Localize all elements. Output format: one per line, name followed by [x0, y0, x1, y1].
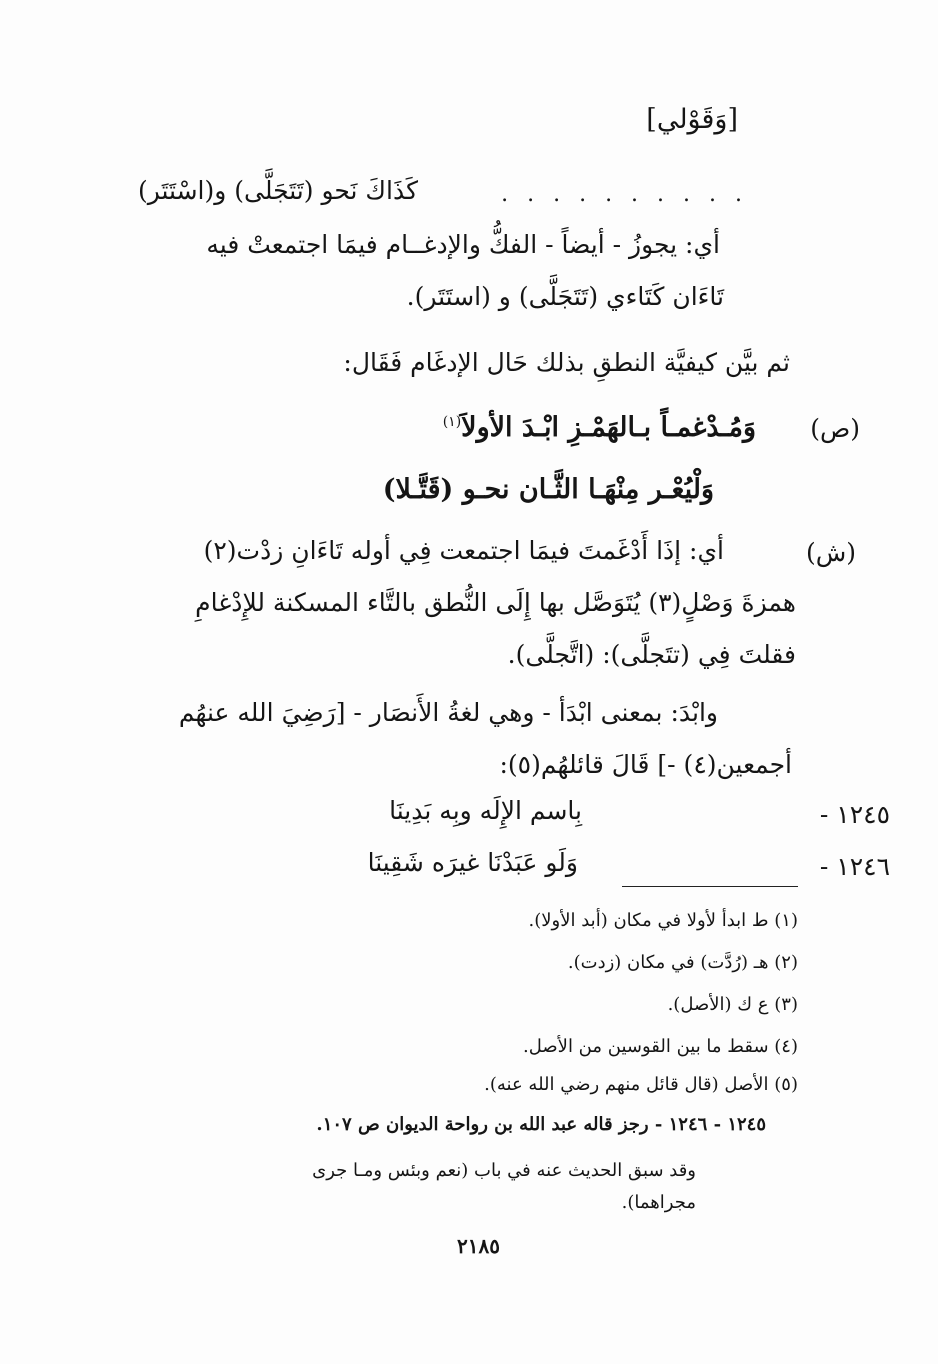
sharh-line1: أي: إذَا أَدْغَمتَ فيمَا اجتمعت فِي أوله تَاءَانِ زدْت(٢) [203, 536, 724, 565]
matn-line1-text: وَمُـدْغمـاً بـالهَمْـزِ ابْـدَ الأولاَ [461, 412, 756, 443]
para2: ثم بيَّن كيفيَّة النطقِ بذلك حَال الإدغَام فَقَال: [343, 348, 790, 377]
source-note-line3: مجراهما). [621, 1192, 696, 1213]
footnote-5: (٥) الأصل (قال قائل منهم رضي الله عنه). [484, 1074, 798, 1095]
source-note-line2: وقد سبق الحديث عنه في باب (نعم وبئس ومـا جرى [312, 1160, 696, 1181]
poem-line-1245: بِاسم الإِلَه وبِه بَدِينَا [389, 796, 582, 825]
matn-label: (ص) [810, 414, 860, 443]
footnote-3: (٣) ع ك (الأصل). [667, 994, 798, 1015]
footnote-1: (١) ط ابدأ لأولا في مكان (أبد الأولا). [528, 910, 798, 931]
footnote-4: (٤) سقط ما بين القوسين من الأصل. [523, 1036, 798, 1057]
footnote-ref-1: (١) [442, 414, 462, 430]
sharh-line4: وابْدَ: بمعنى ابْدَأ - وهي لغةُ الأَنصَار - [رَضِيَ الله عنهُم [178, 698, 718, 727]
sharh-label: (ش) [805, 538, 856, 567]
poem-line-1246: وَلَو عَبَدْنَا غيرَه شَقِينَا [367, 848, 578, 877]
para1-line1: أي: يجوزُ - أيضاً - الفكُّ والإدغــام فيمَا اجتمعتْ فيه [206, 230, 720, 259]
section-header: [وَقَوْلي] [646, 104, 738, 135]
sharh-line3: فقلتَ فِي (تتَجلَّى): (اتَّجلَّى). [507, 640, 796, 669]
verse-intro-text: كَذَاكَ نَحو (تَتَجَلَّى) و(اسْتَتَر) [137, 176, 418, 205]
sharh-line5: أجمعين(٤) -] قَالَ قائلهُم(٥): [499, 750, 792, 779]
matn-line2: وَلْيُعْـر مِنْهَـا الثَّـان نحـو (قَتَّـلا) [382, 474, 714, 505]
source-note-line1: ١٢٤٥ - ١٢٤٦ - رجز قاله عبد الله بن رواحة الديوان ص ١٠٧. [316, 1114, 766, 1135]
footnote-2: (٢) هـ (رُدَّت) في مكان (زدت). [567, 952, 798, 973]
poem-number-1245: ١٢٤٥ - [819, 800, 890, 829]
matn-line1 [443, 412, 756, 443]
ellipsis-dots: . . . . . . . . . . [501, 182, 748, 207]
page-number: ٢١٨٥ [457, 1234, 500, 1258]
poem-number-1246: ١٢٤٦ - [819, 852, 890, 881]
footnote-divider [622, 886, 798, 887]
para1-line2: تَاءَان كَتَاءي (تَتَجَلَّى) و (استَتَر). [406, 282, 724, 311]
sharh-line2: همزةَ وَصْلٍ(٣) يُتَوَصَّل بها إِلَى النُّطق بالتَّاء المسكنة للإِدْغامِ [195, 588, 796, 617]
